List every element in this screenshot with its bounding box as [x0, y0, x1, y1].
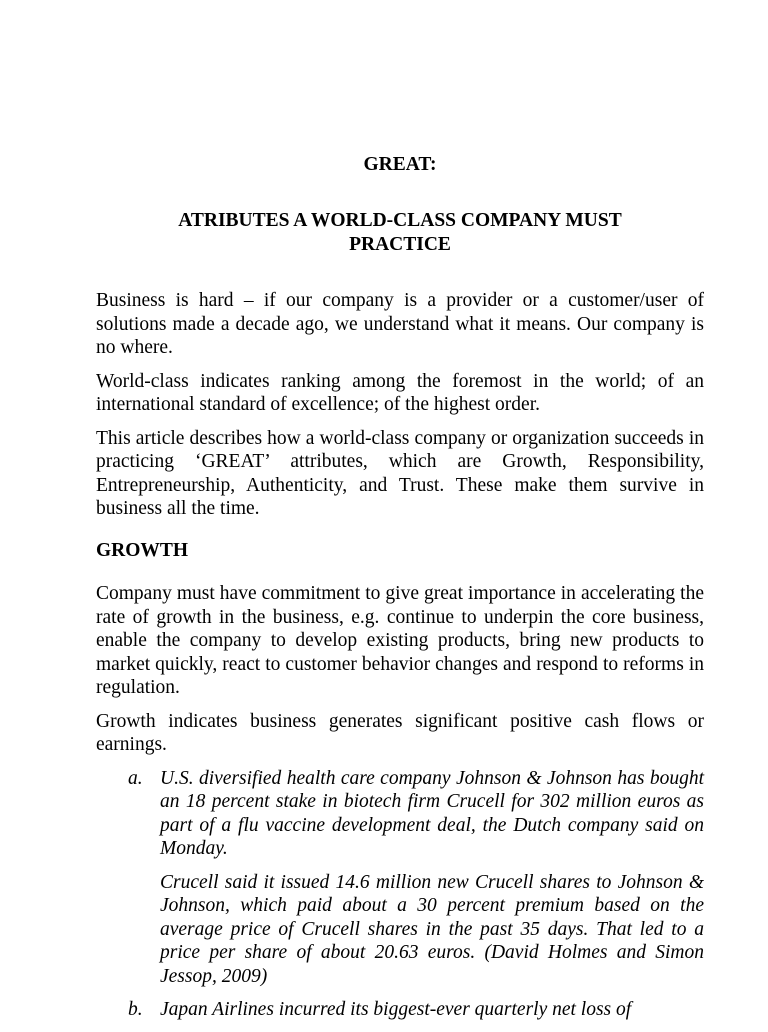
document-title: GREAT: [363, 154, 437, 175]
document-subtitle: ATRIBUTES A WORLD-CLASS COMPANY MUST PRACTICE [178, 210, 622, 255]
example-paragraph: Japan Airlines incurred its biggest-ever quarterly net loss of [160, 999, 632, 1020]
example-paragraph: Crucell said it issued 14.6 million new Crucell shares to Johnson & Johnson, which paid about a 30 percent premium based on the average price of Crucell shares in the past 35 days. That led to a price per share of about 20.63 euros. (David Holmes and Simon Jessop, 2009) [160, 871, 704, 987]
document-body [96, 289, 704, 1032]
example-item [96, 767, 704, 989]
document-page [96, 0, 704, 1024]
intro-paragraph: This article describes how a world-class company or organization succeeds in practicing ‘GREAT’ attributes, which are Growth, Responsibility, Entrepreneurship, Authenticity, and Trust. These make them survive in business all the time. [96, 427, 704, 519]
example-marker: a. [128, 767, 143, 789]
growth-paragraph: Growth indicates business generates significant positive cash flows or earnings. [96, 710, 704, 755]
growth-paragraph: Company must have commitment to give great importance in accelerating the rate of growth in the business, e.g. continue to underpin the core business, enable the company to develop existing products, bring new products to market quickly, react to customer behavior changes and respond to reforms in regulation. [96, 583, 704, 698]
intro-paragraph: World-class indicates ranking among the foremost in the world; of an international standard of excellence; of the highest order. [96, 370, 704, 415]
intro-paragraph: Business is hard – if our company is a provider or a customer/user of solutions made a decade ago, we understand what it means. Our company is no where. [96, 290, 704, 358]
example-list [96, 767, 704, 1022]
section-heading-growth: GROWTH [96, 539, 189, 561]
example-marker: b. [128, 999, 143, 1020]
example-paragraph: U.S. diversified health care company Johnson & Johnson has bought an 18 percent stake in biotech firm Crucell for 302 million euros as part of a flu vaccine development deal, the Dutch company said on Monday. [160, 767, 704, 859]
example-item [96, 998, 704, 1022]
